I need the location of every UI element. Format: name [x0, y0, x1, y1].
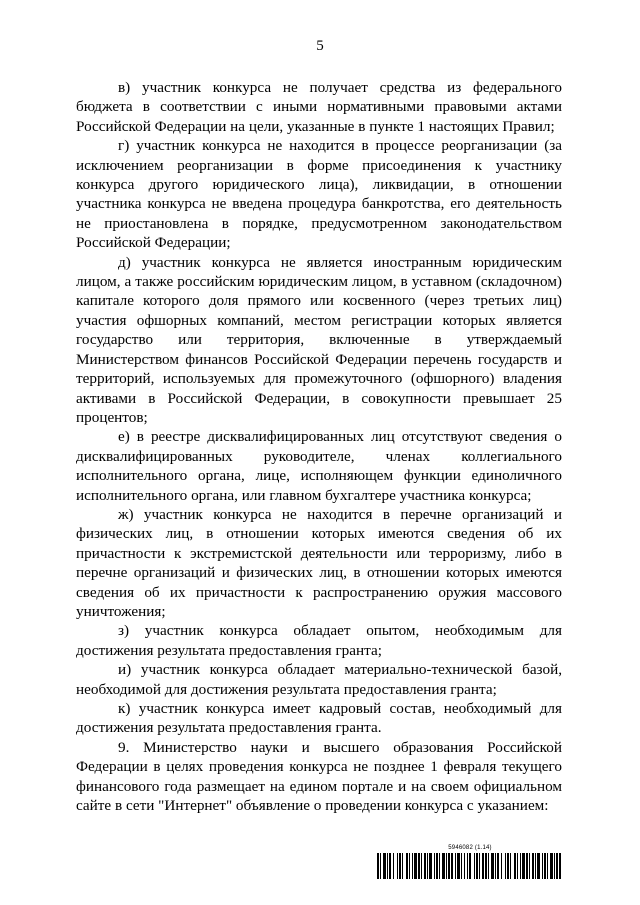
- paragraph-item-i: и) участник конкурса обладает материально-технической базой, необходимой для достижения результата предоставления гранта;: [76, 661, 562, 698]
- paragraph-item-zh: ж) участник конкурса не находится в перечне организаций и физических лиц, в отношении которых имеются сведения об их причастности к экстремистской деятельности или терроризму, либо в перечне организаций и физических лиц, в отношении которых имеются сведения об их причастности к распространению оружия массового уничтожения;: [76, 505, 562, 620]
- barcode-block: [377, 845, 563, 879]
- page-number: 5: [316, 38, 324, 54]
- paragraph-item-v: в) участник конкурса не получает средства из федерального бюджета в соответствии с иными нормативными правовыми актами Российской Федерации на цели, указанные в пункте 1 настоящих Правил;: [76, 79, 562, 135]
- paragraph-item-k: к) участник конкурса имеет кадровый состав, необходимый для достижения результата предоставления гранта.: [76, 700, 562, 737]
- barcode-image: [377, 853, 563, 879]
- paragraph-item-g: г) участник конкурса не находится в процессе реорганизации (за исключением реорганизации в форме присоединения к участнику конкурса другого юридического лица), ликвидации, в отношении участника конкурса не введена процедура банкротства, его деятельность не приостановлена в порядке, предусмотренном законодательством Российской Федерации;: [76, 137, 562, 252]
- paragraph-section-9: 9. Министерство науки и высшего образования Российской Федерации в целях проведения конкурса не позднее 1 февраля текущего финансового года размещает на едином портале и на своем официальном сайте в сети "Интернет" объявление о проведении конкурса с указанием:: [76, 738, 562, 815]
- document-body: [76, 78, 562, 815]
- paragraph-item-e: е) в реестре дисквалифицированных лиц отсутствуют сведения о дисквалифицированных руководителе, членах коллегиального исполнительного органа, лице, исполняющем функции единоличного исполнительного органа, или главном бухгалтере участника конкурса;: [76, 428, 562, 504]
- paragraph-item-d: д) участник конкурса не является иностранным юридическим лицом, а также российским юридическим лицом, в уставном (складочном) капитале которого доля прямого или косвенного (через третьих лиц) участия офшорных компаний, местом регистрации которых является государство или территория, включенные в утверждаемый Министерством финансов Российской Федерации перечень государств и территорий, используемых для промежуточного (офшорного) владения активами в Российской Федерации, в совокупности превышает 25 процентов;: [76, 253, 562, 426]
- barcode-svg: [377, 853, 563, 879]
- barcode-caption: 5946082 (1.14): [448, 845, 492, 851]
- paragraph-item-z: з) участник конкурса обладает опытом, необходимым для достижения результата предоставления гранта;: [76, 622, 562, 659]
- barcode-bars: [377, 853, 561, 879]
